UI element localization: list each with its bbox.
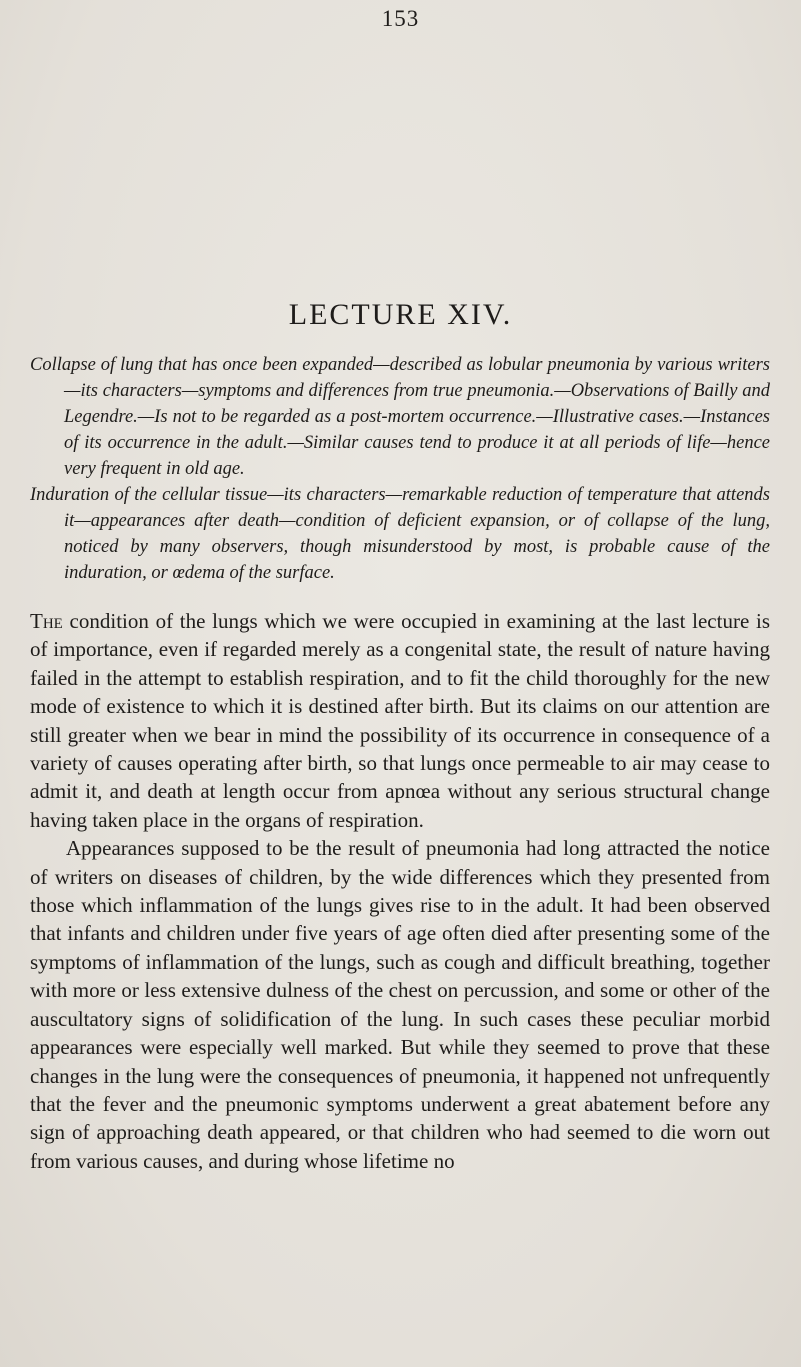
- body-paragraph-1: [30, 607, 770, 834]
- lecture-title: LECTURE XIV.: [288, 298, 513, 331]
- body-paragraph-1-text: condition of the lungs which we were occupied in examining at the last lecture is of importance, even if regarded merely as a congenital state, the result of nature having failed in the attempt to establish respiration, and to fit the child thoroughly for the new mode of existence to which it is destined after birth. But its claims on our attention are still greater when we bear in mind the possibility of its occurrence in consequence of a variety of causes operating after birth, so that lungs once permeable to air may cease to admit it, and death at length occur from apnœa without any serious structural change having taken place in the organs of respiration.: [30, 609, 770, 832]
- body-paragraph-1-lead: The: [30, 609, 63, 633]
- body-paragraph-2: Appearances supposed to be the result of pneumonia had long attracted the notice of writers on diseases of children, by the wide differences which they presented from those which inflammation of the lungs gives rise to in the adult. It had been observed that infants and children under five years of age often died after presenting some of the symptoms of inflammation of the lungs, such as cough and difficult breathing, together with more or less extensive dulness of the chest on percussion, and some or other of the auscultatory signs of solidification of the lung. In such cases these peculiar morbid appearances were especially well marked. But while they seemed to prove that these changes in the lung were the consequences of pneumonia, it happened not unfrequently that the fever and the pneumonic symptoms underwent a great abatement before any sign of approaching death appeared, or that children who had seemed to die worn out from various causes, and during whose lifetime no: [30, 836, 770, 1173]
- summary-paragraph-induration: Induration of the cellular tissue—its characters—remarkable reduction of temperature that attends it—appearances after death—condition of deficient expansion, or of collapse of the lung, noticed by many observers, though misunderstood by most, is probable cause of the induration, or œdema of the surface.: [30, 485, 770, 583]
- body-text: [30, 607, 770, 1175]
- page-number: 153: [381, 6, 420, 31]
- summary-paragraph-collapse: Collapse of lung that has once been expanded—described as lobular pneumonia by various writers—its characters—symptoms and differences from true pneumonia.—Observations of Bailly and Legendre.—Is not to be regarded as a post-mortem occurrence.—Illustrative cases.—Instances of its occurrence in the adult.—Similar causes tend to produce it at all periods of life—hence very frequent in old age.: [30, 355, 770, 479]
- lecture-summary: [30, 352, 770, 586]
